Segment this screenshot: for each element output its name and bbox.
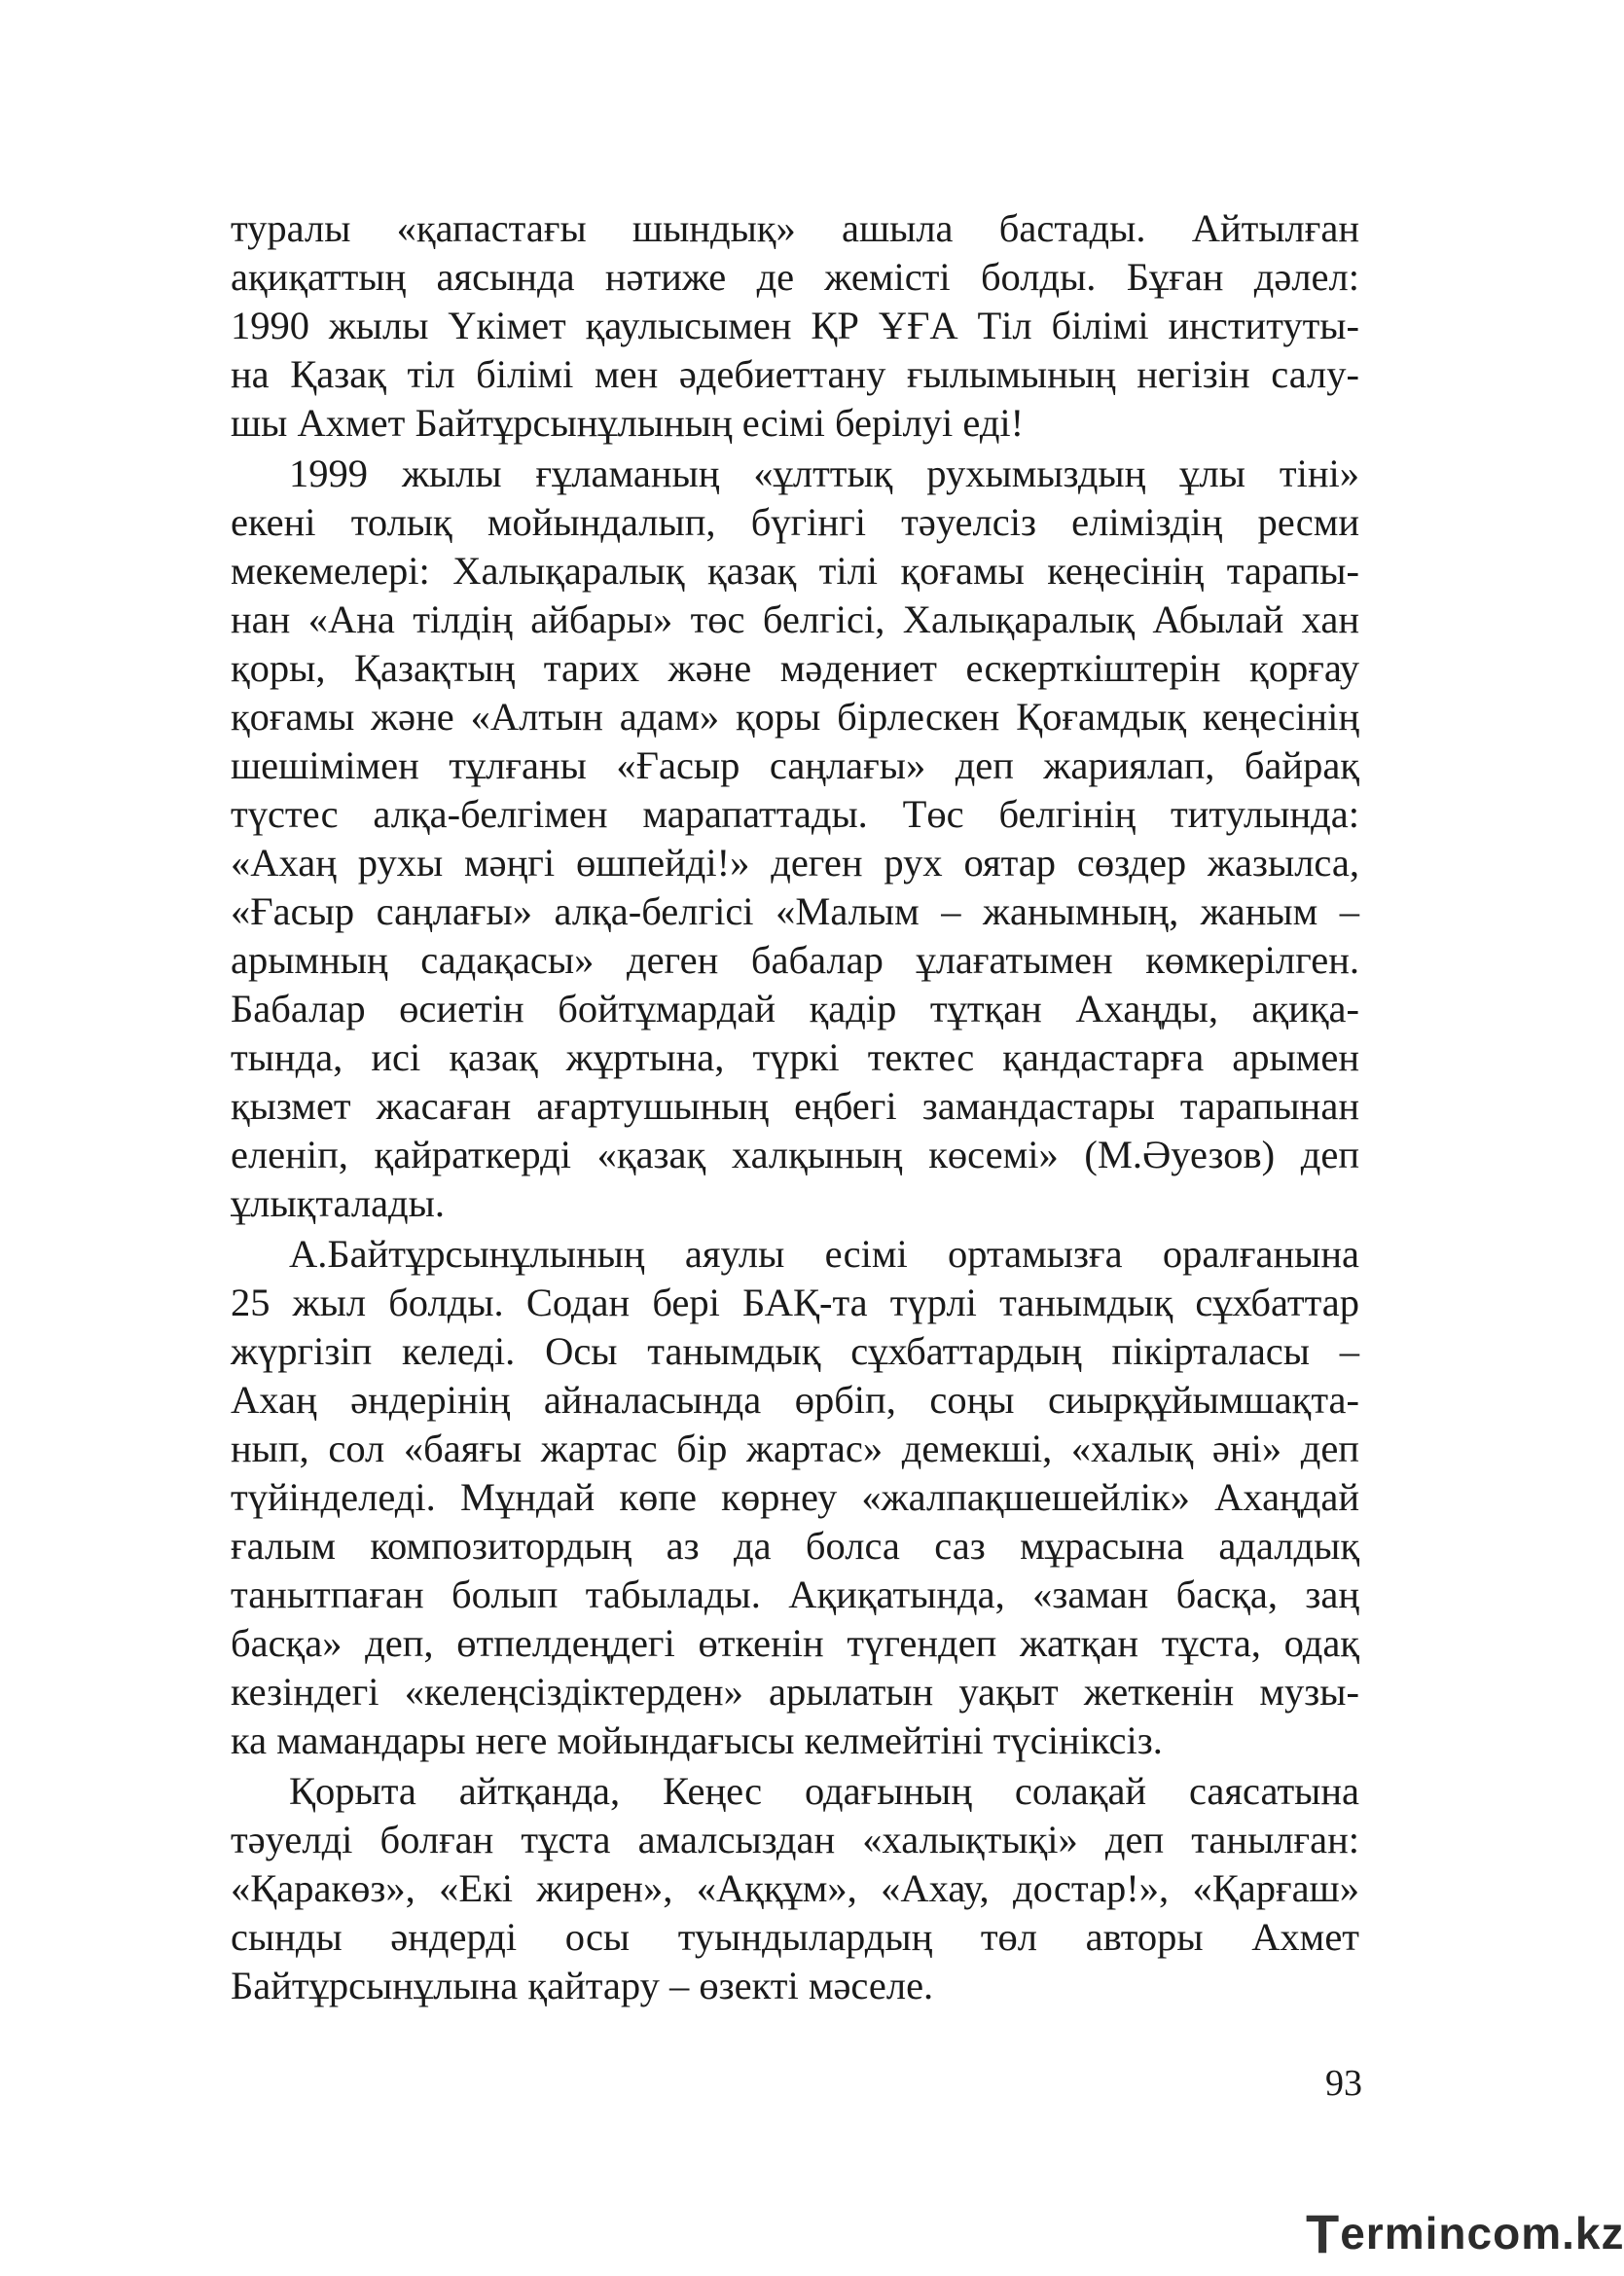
text-line: «Ғасыр саңлағы» алқа-белгісі «Малым – жанымның, жаным – [231,889,1359,933]
text-line: түйінделеді. Мұндай көпе көрнеу «жалпақшешейлік» Ахаңдай [231,1475,1359,1519]
text-line: Ахаң әндерінің айналасында өрбіп, соңы сиырқұйымшақта- [231,1378,1359,1422]
text-line: ғалым композитордың аз да болса саз мұрасына адалдық [231,1524,1359,1568]
text-line: 1999 жылы ғұламаның «ұлттық рухымыздың ұлы тіні» [289,452,1359,495]
text-line: басқа» деп, өтпелдеңдегі өткенін түгендеп жатқан тұста, одақ [231,1621,1359,1665]
text-line: Бабалар өсиетін бойтұмардай қадір тұтқан Ахаңды, ақиқа- [231,987,1359,1030]
text-line: шы Ахмет Байтұрсынұлының есімі берілуі еді! [231,401,1025,445]
text-line: ақиқаттың аясында нәтиже де жемісті болды. Бұған дәлел: [231,255,1359,299]
text-line: 25 жыл болды. Содан бері БАҚ-та түрлі танымдық сұхбаттар [231,1281,1359,1324]
text-line: мекемелері: Халықаралық қазақ тілі қоғамы кеңесінің тарапы- [231,549,1359,593]
text-line: кезіндегі «келеңсіздіктерден» арылатын уақыт жеткенін музы- [231,1670,1359,1714]
paragraph [231,1230,1359,1765]
text-line: қоғамы және «Алтын адам» қоры бірлескен Қоғамдық кеңесінің [231,695,1359,739]
text-line: шешімімен тұлғаны «Ғасыр саңлағы» деп жариялап, байрақ [231,743,1359,787]
text-line: «Ахаң рухы мәңгі өшпейді!» деген рух оятар сөздер жазылса, [231,841,1359,885]
watermark-t: T [1306,2202,1341,2264]
termincom-watermark-logo [1306,2202,1624,2264]
paragraph [231,1767,1359,2010]
text-line: ұлықталады. [231,1181,446,1225]
paragraph [231,204,1359,448]
text-line: жүргізіп келеді. Осы танымдық сұхбаттардың пікірталасы – [231,1329,1359,1373]
text-line: сынды әндерді осы туындылардың төл авторы Ахмет [231,1915,1359,1959]
text-line: еленіп, қайраткерді «қазақ халқының көсемі» (М.Әуезов) деп [231,1133,1359,1176]
text-line: нып, сол «баяғы жартас бір жартас» демекші, «халық әні» деп [231,1427,1359,1470]
text-line: қызмет жасаған ағартушының еңбегі замандастары тарапынан [231,1084,1359,1128]
text-line: екені толық мойындалып, бүгінгі тәуелсіз еліміздің ресми [231,500,1359,544]
text-line: арымның садақасы» деген бабалар ұлағатымен көмкерілген. [231,938,1359,982]
text-line: «Қаракөз», «Екі жирен», «Аққұм», «Ахау, достар!», «Қарғаш» [231,1866,1359,1910]
text-line: 1990 жылы Үкімет қаулысымен ҚР ҰҒА Тіл білімі институты- [231,304,1359,347]
text-line: тәуелді болған тұста амалсыздан «халықтықі» деп танылған: [231,1818,1359,1861]
document-body [231,204,1359,2010]
text-line: нан «Ана тілдің айбары» төс белгісі, Халықаралық Абылай хан [231,597,1359,641]
text-line: ка мамандары неге мойындағысы келмейтіні түсініксіз. [231,1718,1163,1762]
text-line: туралы «қапастағы шындық» ашыла бастады. Айтылған [231,206,1359,250]
page-number: 93 [1325,2063,1362,2104]
text-line: Қорыта айтқанда, Кеңес одағының солақай саясатына [289,1769,1359,1813]
text-line: қоры, Қазақтың тарих және мәдениет ескерткіштерін қорғау [231,646,1359,690]
text-line: Байтұрсынұлына қайтару – өзекті мәселе. [231,1964,934,2007]
text-line: А.Байтұрсынұлының аяулы есімі ортамызға оралғанына [289,1232,1359,1276]
watermark-part-2: m.kz [1521,2208,1624,2258]
watermark-o: o [1493,2208,1522,2258]
text-line: на Қазақ тіл білімі мен әдебиеттану ғылымының негізін салу- [231,352,1359,396]
paragraph [231,450,1359,1228]
watermark-part-1: erminc [1340,2208,1494,2258]
text-line: түстес алқа-белгімен марапаттады. Төс белгінің титулында: [231,792,1359,836]
text-line: тында, исі қазақ жұртына, түркі тектес қандастарға арымен [231,1035,1359,1079]
text-line: танытпаған болып табылады. Ақиқатында, «заман басқа, заң [231,1572,1359,1616]
